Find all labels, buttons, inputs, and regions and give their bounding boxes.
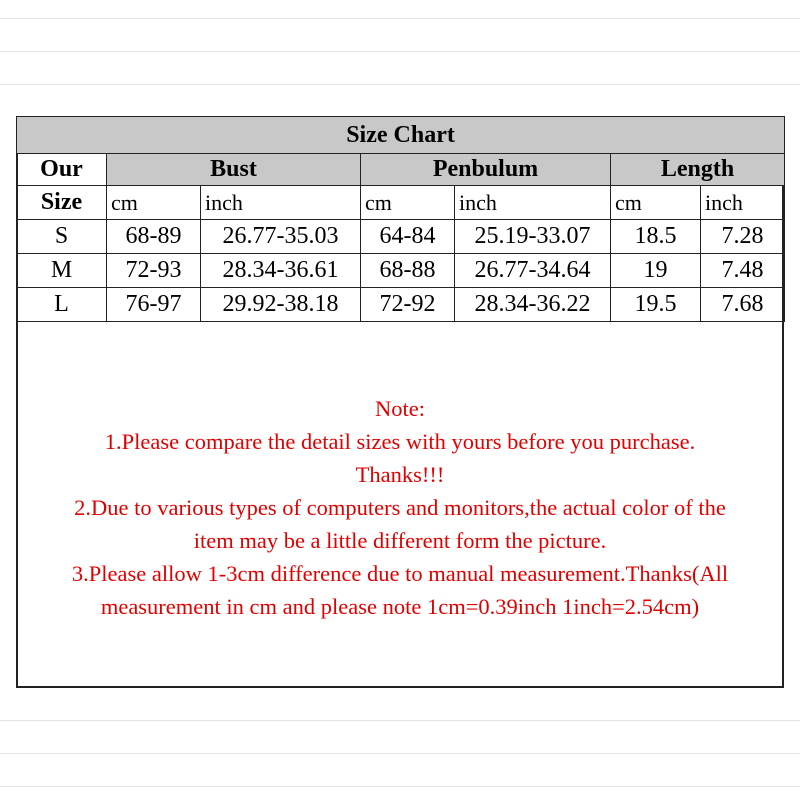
our-size-header-line2: Size bbox=[17, 186, 107, 220]
data-cell: 7.28 bbox=[701, 220, 785, 254]
unit-cell: cm bbox=[611, 186, 701, 220]
data-cell: 76-97 bbox=[107, 288, 201, 322]
size-chart-title: Size Chart bbox=[17, 117, 785, 154]
note-line: 1.Please compare the detail sizes with yours before you purchase. bbox=[104, 429, 696, 454]
note-line: 2.Due to various types of computers and monitors,the actual color of the bbox=[74, 495, 726, 520]
data-cell: 26.77-35.03 bbox=[201, 220, 361, 254]
unit-cell: inch bbox=[455, 186, 611, 220]
data-cell: 68-88 bbox=[361, 254, 455, 288]
note-line: 3.Please allow 1-3cm difference due to manual measurement.Thanks(All bbox=[71, 561, 729, 586]
length-header: Length bbox=[611, 154, 785, 186]
note-line: Thanks!!! bbox=[355, 462, 445, 487]
sheet-gridline bbox=[0, 84, 800, 85]
bust-header: Bust bbox=[107, 154, 361, 186]
data-cell: 7.68 bbox=[701, 288, 785, 322]
data-cell: 72-93 bbox=[107, 254, 201, 288]
sheet-gridline bbox=[0, 18, 800, 19]
penbulum-header: Penbulum bbox=[361, 154, 611, 186]
notes-block bbox=[18, 392, 782, 623]
data-cell: 68-89 bbox=[107, 220, 201, 254]
table-row bbox=[17, 220, 785, 254]
data-cell: 64-84 bbox=[361, 220, 455, 254]
data-cell: 28.34-36.22 bbox=[455, 288, 611, 322]
size-chart-table bbox=[16, 116, 785, 322]
our-size-header-line1: Our bbox=[17, 154, 107, 186]
sheet-gridline bbox=[0, 720, 800, 721]
unit-cell: inch bbox=[701, 186, 785, 220]
data-cell: 18.5 bbox=[611, 220, 701, 254]
data-cell: 19 bbox=[611, 254, 701, 288]
sheet-gridline bbox=[0, 753, 800, 754]
data-cell: 72-92 bbox=[361, 288, 455, 322]
unit-cell: cm bbox=[107, 186, 201, 220]
note-heading: Note: bbox=[375, 396, 425, 421]
data-cell: 19.5 bbox=[611, 288, 701, 322]
sheet-gridline bbox=[0, 51, 800, 52]
size-label: L bbox=[17, 288, 107, 322]
unit-cell: cm bbox=[361, 186, 455, 220]
data-cell: 25.19-33.07 bbox=[455, 220, 611, 254]
table-row bbox=[17, 254, 785, 288]
table-row bbox=[17, 288, 785, 322]
sheet-gridline bbox=[0, 786, 800, 787]
data-cell: 7.48 bbox=[701, 254, 785, 288]
size-label: S bbox=[17, 220, 107, 254]
data-cell: 26.77-34.64 bbox=[455, 254, 611, 288]
data-cell: 28.34-36.61 bbox=[201, 254, 361, 288]
note-line: item may be a little different form the picture. bbox=[193, 528, 607, 553]
data-cell: 29.92-38.18 bbox=[201, 288, 361, 322]
size-label: M bbox=[17, 254, 107, 288]
unit-cell: inch bbox=[201, 186, 361, 220]
note-line: measurement in cm and please note 1cm=0.39inch 1inch=2.54cm) bbox=[100, 594, 700, 619]
